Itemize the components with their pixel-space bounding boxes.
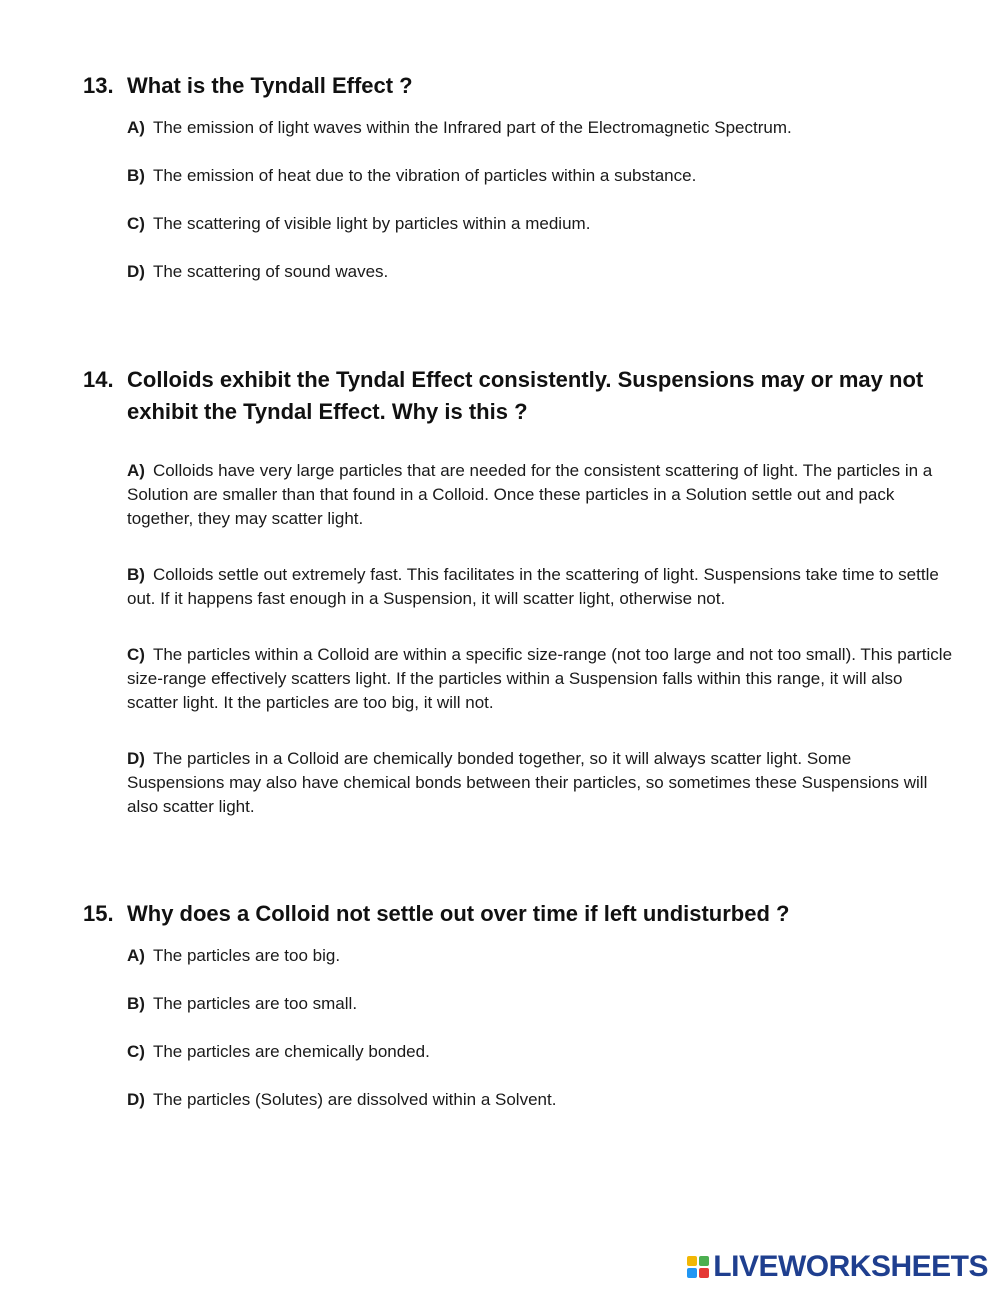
option-letter: D) xyxy=(127,1090,145,1109)
option-text: The particles are too small. xyxy=(152,994,358,1013)
option-text: The particles are chemically bonded. xyxy=(152,1042,430,1061)
question-text: Why does a Colloid not settle out over time if left undisturbed ? xyxy=(127,901,790,926)
option-text: The particles in a Colloid are chemically bonded together, so it will always scatter light. Some Suspensions may also have chemical bonds between their particles, so sometimes these Suspensions will also scatter light. xyxy=(127,749,928,816)
logo-text: LIVEWORKSHEETS xyxy=(713,1250,988,1283)
liveworksheets-logo xyxy=(687,1252,988,1282)
option-letter: A) xyxy=(127,118,145,137)
options-list xyxy=(127,116,953,284)
logo-block xyxy=(699,1256,709,1266)
option-c[interactable] xyxy=(127,212,953,236)
option-a[interactable] xyxy=(127,459,953,531)
option-d[interactable] xyxy=(127,747,953,819)
question-number: 14. xyxy=(83,367,114,392)
option-text: The emission of light waves within the Infrared part of the Electromagnetic Spectrum. xyxy=(152,118,792,137)
option-letter: A) xyxy=(127,946,145,965)
options-list xyxy=(127,459,953,819)
logo-block xyxy=(687,1256,697,1266)
question-heading xyxy=(83,898,953,930)
logo-block xyxy=(687,1268,697,1278)
option-text: The emission of heat due to the vibration of particles within a substance. xyxy=(152,166,697,185)
option-a[interactable] xyxy=(127,944,953,968)
option-letter: D) xyxy=(127,262,145,281)
options-list xyxy=(127,944,953,1112)
question-14 xyxy=(83,364,953,851)
option-c[interactable] xyxy=(127,1040,953,1064)
option-d[interactable] xyxy=(127,1088,953,1112)
option-text: The particles within a Colloid are within a specific size-range (not too large and not too small). This particle size-range effectively scatters light. If the particles within a Suspension falls within this range, it will also scatter light. It the particles are too big, it will not. xyxy=(127,645,953,712)
option-d[interactable] xyxy=(127,260,953,284)
option-letter: B) xyxy=(127,565,145,584)
logo-block xyxy=(699,1268,709,1278)
option-letter: C) xyxy=(127,1042,145,1061)
option-letter: B) xyxy=(127,166,145,185)
question-text: What is the Tyndall Effect ? xyxy=(127,73,413,98)
option-b[interactable] xyxy=(127,992,953,1016)
question-heading xyxy=(83,70,953,102)
option-letter: C) xyxy=(127,214,145,233)
option-letter: D) xyxy=(127,749,145,768)
option-text: The scattering of visible light by particles within a medium. xyxy=(152,214,591,233)
option-letter: C) xyxy=(127,645,145,664)
question-heading xyxy=(83,364,953,428)
option-c[interactable] xyxy=(127,643,953,715)
question-15 xyxy=(83,898,953,1136)
option-text: The particles (Solutes) are dissolved within a Solvent. xyxy=(152,1090,557,1109)
logo-blocks-icon xyxy=(687,1256,709,1278)
question-text: Colloids exhibit the Tyndal Effect consistently. Suspensions may or may not exhibit the Tyndal Effect. Why is this ? xyxy=(127,367,924,424)
question-13 xyxy=(83,70,953,308)
option-a[interactable] xyxy=(127,116,953,140)
question-number: 15. xyxy=(83,901,114,926)
option-text: Colloids have very large particles that are needed for the consistent scattering of light. The particles in a Solution are smaller than that found in a Colloid. Once these particles in a Solution settle out and pack together, they may scatter light. xyxy=(127,461,933,528)
option-text: The scattering of sound waves. xyxy=(152,262,389,281)
option-text: Colloids settle out extremely fast. This facilitates in the scattering of light. Suspensions take time to settle out. If it happens fast enough in a Suspension, it will scatter light, otherwise not. xyxy=(127,565,939,608)
option-letter: B) xyxy=(127,994,145,1013)
option-b[interactable] xyxy=(127,164,953,188)
question-number: 13. xyxy=(83,73,114,98)
option-b[interactable] xyxy=(127,563,953,611)
option-text: The particles are too big. xyxy=(152,946,341,965)
option-letter: A) xyxy=(127,461,145,480)
